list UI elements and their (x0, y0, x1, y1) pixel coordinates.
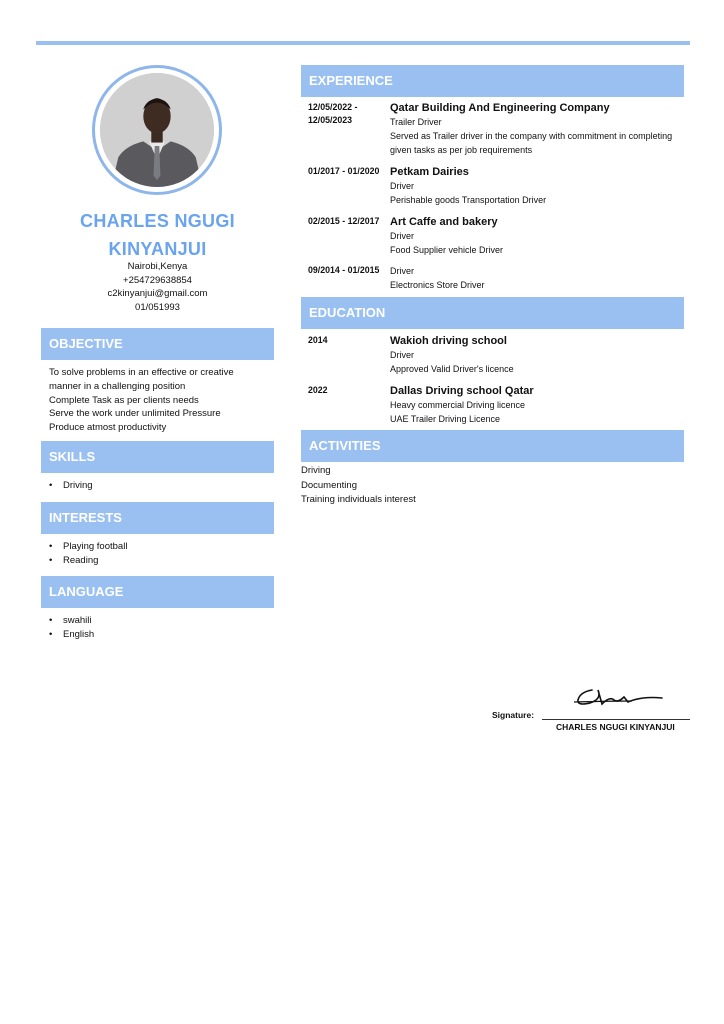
interests-list (49, 540, 269, 567)
candidate-name (41, 207, 274, 263)
handwritten-signature-icon (572, 682, 667, 712)
entry-line: Driver (390, 350, 414, 360)
name-line-1: CHARLES NGUGI (80, 211, 235, 231)
entry-role: Driver (390, 231, 414, 241)
person-portrait-icon (100, 73, 214, 187)
objective-text (49, 366, 274, 435)
location-text: Nairobi,Kenya (127, 261, 188, 272)
profile-photo (100, 73, 214, 187)
signature-line (542, 719, 690, 720)
entry-date: 02/2015 - 12/2017 (308, 216, 380, 226)
activities-list (301, 464, 601, 508)
objective-line: manner in a challenging position (49, 380, 186, 392)
entry-title: Dallas Driving school Qatar (390, 385, 534, 397)
profile-photo-frame (92, 65, 222, 195)
skills-heading: SKILLS (41, 441, 274, 473)
objective-line: Serve the work under unlimited Pressure (49, 408, 221, 420)
top-rule (36, 41, 690, 45)
entry-title: Qatar Building And Engineering Company (390, 102, 610, 114)
entry-line: UAE Trailer Driving Licence (390, 414, 501, 424)
entry-title: Art Caffe and bakery (390, 216, 498, 228)
entry-title: Petkam Dairies (390, 166, 469, 178)
list-item: • Driving (49, 479, 269, 493)
activities-heading: ACTIVITIES (301, 430, 684, 462)
dob-text: 01/051993 (135, 301, 180, 313)
entry-desc: Served as Trailer driver in the company with commitment in completing given tasks as per job requirements (390, 131, 673, 155)
objective-line: To solve problems in an effective or creative (49, 367, 234, 378)
objective-line: Produce atmost productivity (49, 422, 167, 434)
entry-desc: Electronics Store Driver (390, 280, 485, 290)
objective-heading: OBJECTIVE (41, 328, 274, 360)
entry-role: Trailer Driver (390, 117, 442, 127)
list-item: • Playing football (49, 540, 269, 554)
entry-date: 2022 (308, 385, 328, 395)
entry-date: 09/2014 - 01/2015 (308, 265, 380, 275)
entry-date: 01/2017 - 01/2020 (308, 166, 380, 176)
list-item: • Reading (49, 554, 269, 568)
list-item: • swahili (49, 614, 269, 628)
email-text: c2kinyanjui@gmail.com (107, 288, 208, 299)
list-item: • English (49, 628, 269, 642)
entry-desc: Food Supplier vehicle Driver (390, 245, 504, 255)
signature-name: CHARLES NGUGI KINYANJUI (556, 722, 675, 732)
entry-desc: Perishable goods Transportation Driver (390, 195, 547, 205)
entry-line: Heavy commercial Driving licence (390, 400, 526, 410)
entry-line: Approved Valid Driver's licence (390, 364, 514, 374)
language-list (49, 614, 269, 641)
entry-role: Driver (390, 181, 414, 191)
list-item: Driving (301, 465, 331, 476)
education-heading: EDUCATION (301, 297, 684, 329)
entry-role: Driver (390, 266, 414, 276)
objective-line: Complete Task as per clients needs (49, 394, 199, 406)
experience-heading: EXPERIENCE (301, 65, 684, 97)
signature-label: Signature: (492, 710, 535, 720)
entry-title: Wakioh driving school (390, 335, 507, 347)
entry-date: 2014 (308, 335, 328, 345)
name-line-2: KINYANJUI (108, 239, 207, 259)
language-heading: LANGUAGE (41, 576, 274, 608)
phone-text: +254729638854 (123, 274, 192, 286)
list-item: Training individuals interest (301, 494, 416, 505)
contact-block (41, 260, 274, 314)
list-item: Documenting (301, 479, 357, 491)
entry-date: 12/05/2022 - 12/05/2023 (308, 102, 358, 125)
skills-list (49, 479, 269, 493)
interests-heading: INTERESTS (41, 502, 274, 534)
